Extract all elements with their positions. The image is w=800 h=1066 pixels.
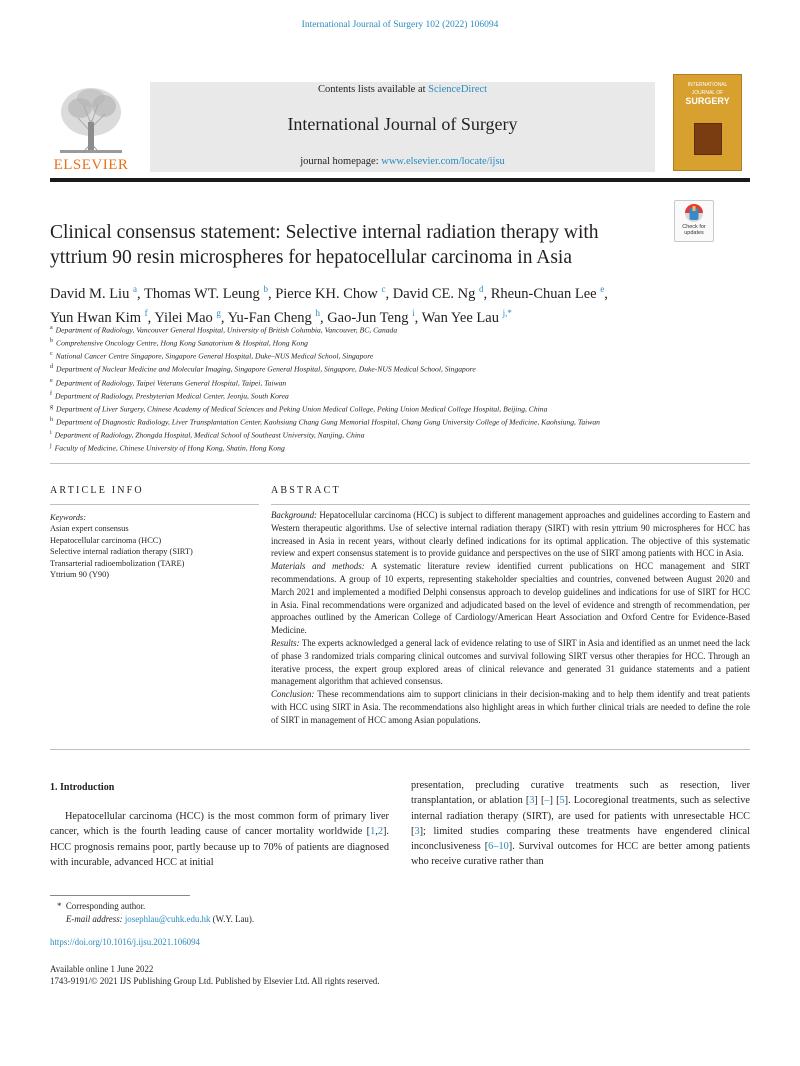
affiliation-rule [50, 463, 750, 464]
affiliation-item [50, 428, 750, 441]
affiliation-marker: a [50, 325, 53, 331]
abstract-heading: ABSTRACT [271, 485, 341, 496]
affiliation-marker: b [50, 338, 53, 345]
keyword-item: Asian expert consensus [50, 524, 129, 534]
affiliation-text: Faculty of Medicine, Chinese University of Hong Kong, Shatin, Hong Kong [54, 443, 285, 453]
homepage-link[interactable]: www.elsevier.com/locate/ijsu [381, 156, 505, 167]
check-for-updates-button[interactable] [674, 200, 714, 242]
article-info-rule [50, 504, 259, 505]
affiliation-item [50, 349, 750, 362]
cover-line-2: JOURNAL OF [691, 90, 724, 96]
abstract-bottom-rule [50, 749, 750, 750]
intro-text-run: Hepatocellular carcinoma (HCC) is the most common form of primary liver cancer, which is the fourth leading cause of cancer mortality worldwide [ [50, 811, 389, 838]
publisher-wordmark: ELSEVIER [53, 157, 129, 172]
author-name: Yu-Fan Cheng [227, 309, 312, 326]
cover-emblem-icon [694, 123, 722, 155]
author-name: Rheun-Chuan Lee [490, 285, 597, 302]
abstract-section [271, 509, 750, 560]
affiliation-marker: j [50, 443, 52, 450]
doi-link[interactable]: https://doi.org/10.1016/j.ijsu.2021.106094 [50, 937, 200, 947]
affiliation-item [50, 336, 750, 349]
intro-column-right [411, 778, 750, 870]
intro-paragraph-left [50, 809, 389, 870]
author-affiliation-marker[interactable]: i [412, 307, 415, 318]
citation-link[interactable]: 1 [370, 826, 376, 838]
affiliation-text: Department of Diagnostic Radiology, Liver Transplantation Center, Kaohsiung Chang Gung Memorial Hospital, Chang Gung University College of Medicine, Kaohsiung, Taiwan [56, 417, 600, 427]
author-name: Thomas WT. Leung [143, 285, 260, 302]
contents-prefix: Contents lists available at [317, 84, 429, 95]
footnote [57, 900, 457, 925]
keywords-label: Keywords: [50, 513, 86, 522]
intro-text-run: ] [ [549, 795, 560, 807]
keyword-item: Selective internal radiation therapy (SIRT) [50, 547, 193, 557]
affiliation-list [50, 323, 750, 454]
journal-homepage [150, 156, 655, 167]
citation-link[interactable]: 6–10 [488, 841, 509, 853]
affiliation-item [50, 323, 750, 336]
keywords-block [50, 512, 250, 580]
affiliation-item [50, 362, 750, 375]
author-name: Pierce KH. Chow [275, 285, 378, 302]
affiliation-item [50, 389, 750, 402]
homepage-prefix: journal homepage: [300, 156, 382, 167]
affiliation-text: Department of Radiology, Vancouver General Hospital, University of British Columbia, Vancouver, BC, Canada [55, 325, 398, 335]
email-line [57, 913, 457, 926]
journal-title: International Journal of Surgery [287, 114, 518, 134]
citation-link[interactable]: 5 [559, 795, 565, 807]
affiliation-text: Department of Radiology, Presbyterian Medical Center, Jeonju, South Korea [55, 391, 289, 401]
affiliation-item [50, 402, 750, 415]
cover-line-1: INTERNATIONAL [687, 82, 728, 88]
elsevier-logo [50, 80, 132, 172]
affiliation-marker: c [50, 351, 53, 358]
abstract-section-text: A systematic literature review identified current publications on HCC management and SIRT recommendations. A group of 10 experts, representing stakeholder specialties and countries, convened between August 2020 and March 2021 and implemented a modified Delphi consensus approach to develop guidelines and indications for use of SIRT for HCC in Asia. Final recommendations were organized and adjudicated based on the level of evidence and strength of recommendation, per approaches outlined by the American College of Cardiology/American Heart Association and Oxford Centre for Evidence-Based Medicine. [271, 561, 750, 636]
contents-line [150, 84, 655, 95]
citation-link[interactable]: 3 [529, 795, 535, 807]
author-affiliation-marker[interactable]: g [216, 307, 221, 318]
author-name: Wan Yee Lau [421, 309, 499, 326]
footnote-rule [50, 895, 190, 896]
affiliation-text: Department of Liver Surgery, Chinese Academy of Medical Sciences and Peking Union Medical College, Peking Union Medical College Hospital, Beijing, China [56, 404, 548, 414]
affiliation-item [50, 441, 750, 454]
footnote-mark: * [57, 901, 62, 911]
email-link[interactable]: josephlau@cuhk.edu.hk [124, 913, 211, 924]
journal-cover-thumbnail[interactable] [673, 74, 742, 171]
keyword-item: Hepatocellular carcinoma (HCC) [50, 535, 162, 545]
abstract-section-label: Materials and methods: [271, 561, 365, 572]
citation-link[interactable]: 2 [377, 826, 383, 838]
abstract-section-label: Results: [271, 637, 300, 648]
intro-text-run: , [375, 826, 378, 838]
keyword-item: Yttrium 90 (Y90) [50, 570, 110, 580]
abstract-body [271, 509, 750, 727]
author-affiliation-marker[interactable]: j,* [502, 307, 512, 318]
affiliation-marker: d [50, 364, 53, 371]
affiliation-text: Department of Radiology, Zhongda Hospital, Medical School of Southeast University, Nanjing, China [54, 430, 365, 440]
author-affiliation-marker[interactable]: a [132, 284, 137, 294]
abstract-section-label: Conclusion: [271, 689, 315, 700]
article-title: Clinical consensus statement: Selective internal radiation therapy with yttrium 90 resin microspheres for hepatocellular carcinoma in Asia [50, 222, 599, 268]
abstract-section-label: Background: [271, 510, 318, 520]
corresponding-author-note [57, 900, 457, 913]
author-affiliation-marker[interactable]: f [144, 307, 148, 318]
email-label: E-mail address: [66, 913, 123, 924]
header-rule [50, 178, 750, 182]
affiliation-marker: e [50, 377, 53, 384]
intro-text-run: ] [ [534, 795, 545, 807]
affiliation-text: Department of Radiology, Taipei Veterans General Hospital, Taipei, Taiwan [55, 378, 287, 388]
citation-link[interactable]: – [544, 795, 550, 807]
journal-masthead [150, 82, 655, 172]
affiliation-text: Comprehensive Oncology Centre, Hong Kong Sanatorium & Hospital, Hong Kong [56, 338, 308, 348]
introduction-heading: 1. Introduction [50, 782, 115, 793]
article-info-heading: ARTICLE INFO [50, 485, 144, 496]
sciencedirect-link[interactable]: ScienceDirect [428, 84, 488, 95]
abstract-section-text: Hepatocellular carcinoma (HCC) is subject to different management approaches and guidelines according to Eastern and Western therapeutic algorithms. Use of selective internal radiation therapy (SIRT) with resin yttrium 90 microspheres for HCC has increased in Asia in recent years, without clearly defined indications for its optimal application. The objective of this systematic review and expert consensus statement is to provide guidance and perspectives on the use of SIRT among patients with HCC in Asia. [271, 510, 751, 559]
author-affiliation-marker[interactable]: h [315, 307, 320, 318]
keyword-item: Transarterial radioembolization (TARE) [50, 558, 185, 568]
abstract-section [271, 560, 750, 637]
intro-text-run: ]. Survival outcomes for HCC are better among patients who receive curative rather than [411, 841, 750, 868]
abstract-section [271, 637, 750, 688]
cover-line-3: SURGERY [685, 96, 730, 106]
elsevier-tree-icon [50, 80, 132, 172]
abstract-rule [271, 504, 750, 505]
intro-text-run: ]; limited studies comparing these treatments have engendered clinical inconclusiveness [ [411, 825, 750, 853]
affiliation-marker: g [50, 403, 53, 410]
author-name: Yilei Mao [154, 309, 213, 326]
author-name: David CE. Ng [392, 285, 476, 302]
author-name: Gao-Jun Teng [327, 309, 409, 326]
author-name: David M. Liu [50, 285, 130, 302]
doi-line[interactable] [50, 936, 200, 949]
available-online: Available online 1 June 2022 [50, 964, 154, 974]
affiliation-item [50, 415, 750, 428]
check-for-updates-label: Check for updates [682, 224, 706, 236]
affiliation-marker: h [50, 416, 53, 423]
intro-text-run: ]. Locoregional treatments, such as selective internal radiation therapy (SIRT), are used for patients with unresectable HCC [ [411, 795, 750, 837]
author-affiliation-marker[interactable]: b [263, 284, 268, 294]
journal-citation[interactable] [0, 20, 800, 30]
author-affiliation-marker[interactable]: e [600, 284, 605, 294]
abstract-section-text: The experts acknowledged a general lack of evidence relating to use of SIRT in Asia and identified as an unmet need the lack of phase 3 randomized trials comparing clinical outcomes and survival following SIRT versus other therapies for HCC. Through an iterative process, the expert group explored areas of clinical relevance and generated 31 guidance statements and a patient management algorithm that achieved consensus. [271, 637, 750, 687]
affiliation-text: National Cancer Centre Singapore, Singapore General Hospital, Duke–NUS Medical School, Singapore [55, 351, 374, 361]
abstract-section [271, 688, 750, 726]
corresponding-author-label: Corresponding author. [65, 901, 146, 911]
copyright-line: 1743-9191/© 2021 IJS Publishing Group Ltd. Published by Elsevier Ltd. All rights reserved. [50, 976, 380, 986]
citation-link[interactable]: 3 [414, 825, 420, 837]
affiliation-item [50, 376, 750, 389]
intro-text-run: presentation, precluding curative treatments such as resection, liver transplantation, or ablation [ [411, 780, 750, 807]
author-name: Yun Hwan Kim [50, 309, 142, 326]
abstract-section-text: These recommendations aim to support clinicians in their decision-making and to help them identify and treat patients with HCC using SIRT in Asia. The recommendations also highlight areas in which further clinical trials are needed to define the role of SIRT in management of HCC among Asian populations. [271, 689, 750, 725]
affiliation-marker: f [50, 390, 52, 397]
author-affiliation-marker[interactable]: d [478, 284, 484, 294]
affiliation-text: Department of Nuclear Medicine and Molecular Imaging, Singapore General Hospital, Singapore, Duke-NUS Medical School, Singapore [56, 364, 476, 374]
intro-text-run: ]. HCC prognosis remains poor, partly because up to 70% of patients are diagnosed with incurable, advanced HCC at initial [50, 826, 389, 868]
intro-column-left [50, 809, 389, 870]
author-list: David M. Liu $^a$, Thomas WT. Leung $^b$, Pierce KH. Chow $^c$, David CE. Ng $^d$, Rheun-Chuan Lee $^e$, Yun Hwan Kim $^f$, Yilei Mao $^g$, Yu-Fan Cheng $^h$, Gao-Jun Teng $^i$, Wan Yee Lau $^{j,*}$ [50, 284, 608, 326]
author-affiliation-marker[interactable]: c [381, 284, 386, 294]
crossmark-icon [675, 201, 713, 225]
journal-citation-link[interactable]: International Journal of Surgery 102 (2022) 106094 [301, 20, 499, 30]
intro-paragraph-right [411, 778, 750, 870]
email-suffix: (W.Y. Lau). [212, 913, 255, 924]
affiliation-marker: i [50, 430, 52, 436]
